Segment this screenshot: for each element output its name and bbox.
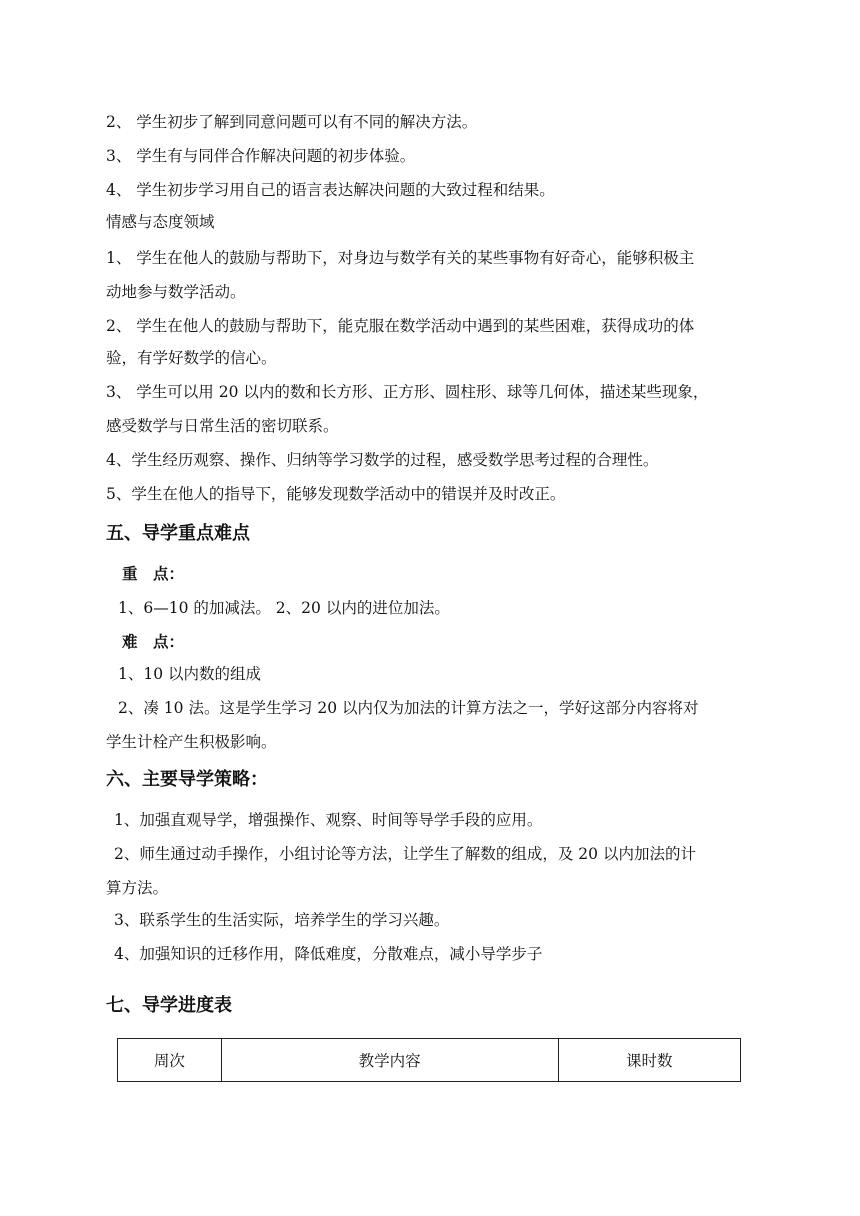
section-7-title: 七、导学进度表: [106, 995, 232, 1016]
difficulty-label: 难 点：: [122, 633, 185, 651]
emotion-item-3-cont: 感受数学与日常生活的密切联系。: [106, 417, 339, 435]
header-week: 周次: [118, 1039, 222, 1082]
table-header-row: [118, 1039, 741, 1082]
strategy-item-3: 3、联系学生的生活实际，培养学生的学习兴趣。: [114, 911, 450, 929]
strategy-item-4: 4、加强知识的迁移作用，降低难度，分散难点，减小导学步子: [114, 945, 543, 963]
key-points-line: 1、6—10 的加减法。 2、20 以内的进位加法。: [118, 599, 450, 617]
emotion-item-2-cont: 验，有学好数学的信心。: [106, 349, 277, 367]
objective-line-2: 2、 学生初步了解到同意问题可以有不同的解决方法。: [106, 113, 478, 131]
difficulty-line-2: 2、凑 10 法。这是学生学习 20 以内仅为加法的计算方法之一，学好这部分内容将对: [118, 699, 699, 717]
strategy-item-2-cont: 算方法。: [106, 879, 169, 897]
emotion-item-1-cont: 动地参与数学活动。: [106, 283, 246, 301]
emotion-item-3: 3、 学生可以用 20 以内的数和长方形、正方形、圆柱形、球等几何体，描述某些现象，: [106, 383, 709, 401]
section-5-title: 五、导学重点难点: [106, 523, 250, 544]
header-hours: 课时数: [558, 1039, 740, 1082]
emotion-item-1: 1、 学生在他人的鼓励与帮助下，对身边与数学有关的某些事物有好奇心，能够积极主: [106, 249, 695, 267]
difficulty-line-1: 1、10 以内数的组成: [118, 665, 262, 683]
objective-line-3: 3、 学生有与同伴合作解决问题的初步体验。: [106, 147, 416, 165]
emotion-item-2: 2、 学生在他人的鼓励与帮助下，能克服在数学活动中遇到的某些困难，获得成功的体: [106, 317, 695, 335]
strategy-item-1: 1、加强直观导学，增强操作、观察、时间等导学手段的应用。: [114, 811, 543, 829]
section-6-title: 六、主要导学策略：: [106, 769, 268, 790]
header-content: 教学内容: [221, 1039, 558, 1082]
difficulty-line-3: 学生计栓产生积极影响。: [106, 733, 277, 751]
emotion-item-5: 5、学生在他人的指导下，能够发现数学活动中的错误并及时改正。: [106, 485, 566, 503]
key-points-label: 重 点：: [122, 565, 185, 583]
subsection-title-emotion: 情感与态度领域: [106, 213, 215, 231]
objective-line-4: 4、 学生初步学习用自己的语言表达解决问题的大致过程和结果。: [106, 181, 555, 199]
strategy-item-2: 2、师生通过动手操作，小组讨论等方法，让学生了解数的组成，及 20 以内加法的计: [114, 845, 696, 863]
progress-table: [117, 1038, 741, 1082]
emotion-item-4: 4、学生经历观察、操作、归纳等学习数学的过程，感受数学思考过程的合理性。: [106, 451, 659, 469]
